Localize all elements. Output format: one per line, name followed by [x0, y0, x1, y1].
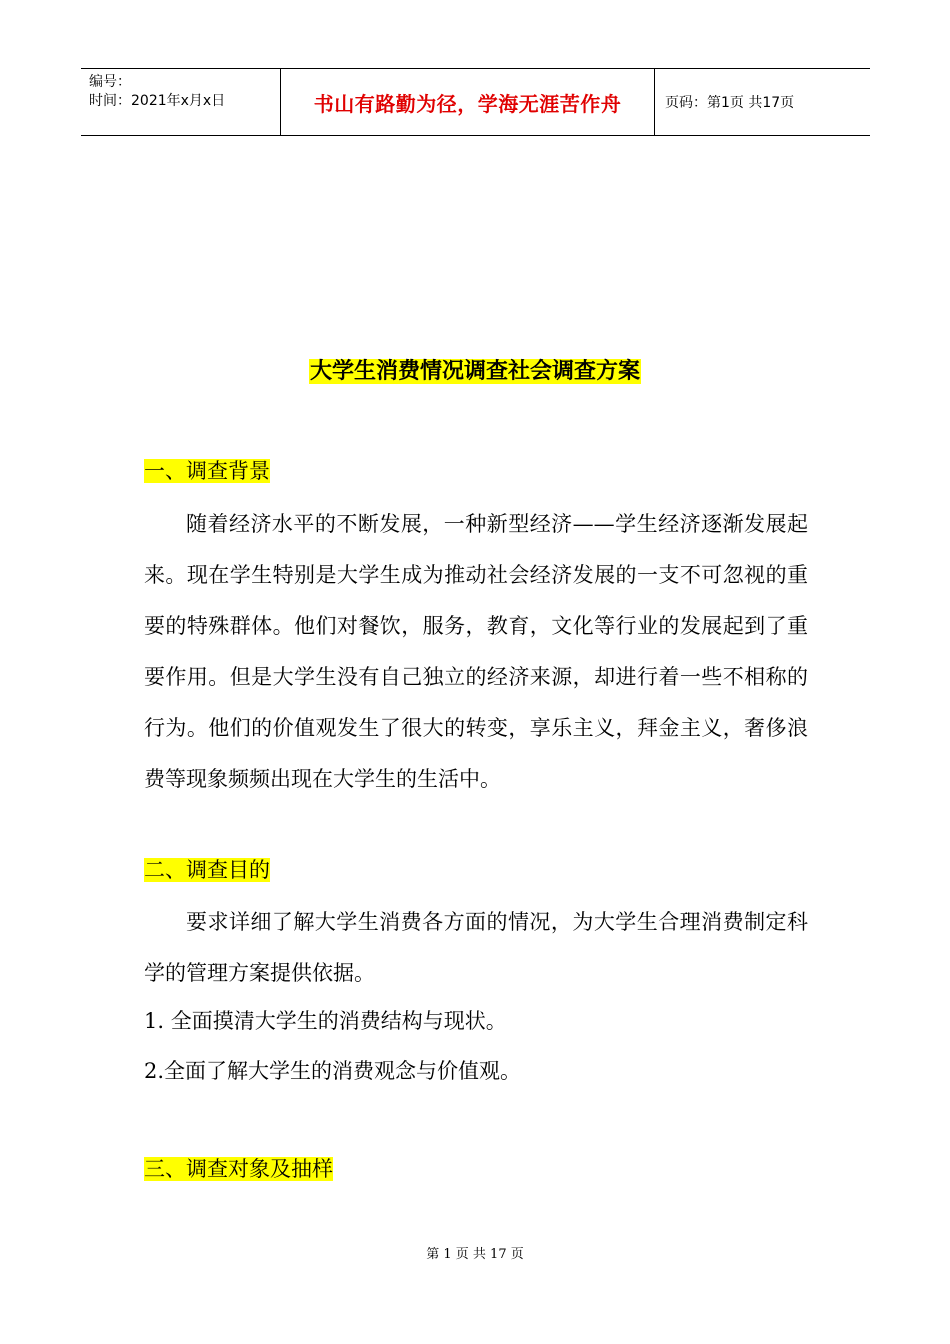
section-heading-sampling	[144, 1154, 333, 1184]
document-date-label: 时间：2021年x月x日	[89, 93, 226, 109]
section-heading-background-text: 一、调查背景	[144, 459, 270, 483]
page-footer: 第 1 页 共 17 页	[426, 1247, 524, 1262]
section-background-paragraph: 随着经济水平的不断发展，一种新型经济——学生经济逐渐发展起来。现在学生特别是大学生成为推动社会经济发展的一支不可忽视的重要的特殊群体。他们对餐饮，服务，教育，文化等行业的发展起到了重要作用。但是大学生没有自己独立的经济来源，却进行着一些不相称的行为。他们的价值观发生了很大的转变，享乐主义，拜金主义，奢侈浪费等现象频频出现在大学生的生活中。	[144, 512, 808, 791]
document-number-label: 编号：	[89, 74, 131, 90]
document-title-text: 大学生消费情况调查社会调查方案	[309, 359, 640, 384]
header-motto: 书山有路勤为径，学海无涯苦作舟	[281, 69, 655, 135]
section-purpose-paragraph: 要求详细了解大学生消费各方面的情况，为大学生合理消费制定科学的管理方案提供依据。	[144, 910, 808, 985]
header-meta-cell	[81, 69, 281, 135]
section-heading-sampling-text: 三、调查对象及抽样	[144, 1157, 333, 1181]
section-heading-background	[144, 456, 270, 486]
page-header-table	[81, 68, 870, 136]
document-title	[0, 356, 950, 388]
section-heading-purpose	[144, 855, 270, 885]
purpose-list-item-2: 2.全面了解大学生的消费观念与价值观。	[144, 1059, 522, 1083]
section-heading-purpose-text: 二、调查目的	[144, 858, 270, 882]
header-page-info: 页码：第1页 共17页	[665, 95, 795, 111]
purpose-list-item-1: 1. 全面摸清大学生的消费结构与现状。	[144, 1009, 507, 1033]
